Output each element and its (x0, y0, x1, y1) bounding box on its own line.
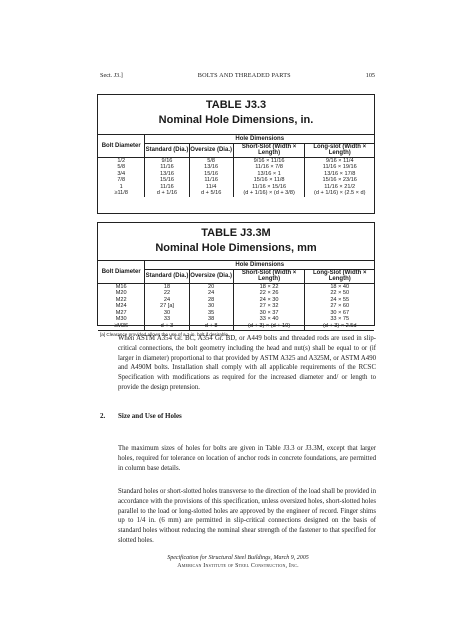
group-header: Hole Dimensions (145, 135, 374, 143)
hole-dimensions-table (98, 135, 374, 197)
table-cell: 13/16 (189, 164, 233, 171)
table-row (98, 171, 374, 178)
table-cell: 22 × 26 (233, 290, 305, 297)
section-paragraph-1: The maximum sizes of holes for bolts are given in Table J3.3 or J3.3M, except that larger holes, required for tolerance on location of anchor rods in concrete foundations, are permitted in column base details. (118, 445, 376, 472)
table-row (98, 157, 374, 164)
col-header-long-slot: Long-slot (Width × Length) (305, 143, 374, 157)
table-cell: 27 × 60 (330, 303, 350, 310)
table-row (98, 297, 374, 304)
table-cell: 11/16 (145, 184, 189, 191)
section-heading (100, 412, 376, 420)
table-title: Nominal Hole Dimensions, in. (158, 114, 314, 126)
section-title: Size and Use of Holes (118, 412, 182, 420)
table-cell: 28 (189, 297, 233, 304)
table-cell: 15/16 × 23/16 (322, 177, 357, 184)
table-cell: 11/16 (145, 164, 189, 171)
table-row (98, 177, 374, 184)
table-cell: 24 (145, 297, 189, 304)
col-header-oversize: Oversize (Dia.) (189, 269, 233, 283)
table-cell: 38 (189, 316, 233, 323)
table-row (98, 310, 374, 317)
table-cell: 11/16 × 21/2 (324, 183, 356, 190)
col-header-long-slot: Long-Slot (Width × Length) (305, 269, 374, 283)
table-cell: 24 × 55 (330, 296, 350, 303)
page-footer (100, 554, 376, 570)
table-cell: 22 (145, 290, 189, 297)
table-cell: 5/8 (189, 157, 233, 164)
table-cell: M27 (98, 310, 145, 317)
col-header-short-slot: Short-Slot (Width × Length) (233, 269, 305, 283)
table-cell: ≥11/8 (98, 190, 145, 197)
table-cell: 11/4 (189, 184, 233, 191)
section-paragraph-2: Standard holes or short-slotted holes transverse to the direction of the load shall be provided in accordance with the provisions of this specification, unless oversized holes, short-slotted holes parallel to the load or long-slotted holes are approved by the engineer of record. Finger shims up to 1/4 in. (6 mm) are permitted in slip-critical connections designed on the basis of standard holes without reducing the nominal shear strength of the fastener to that specified for slotted holes. (118, 488, 376, 544)
table-cell: 30 (189, 303, 233, 310)
table-cell: (d + 3) × (d + 10) (233, 323, 305, 330)
table-row (98, 303, 374, 310)
table-row (98, 290, 374, 297)
table-cell: 13/16 (145, 171, 189, 178)
table-cell: 13/16 × 1 (233, 171, 305, 178)
table-cell: 15/16 (145, 177, 189, 184)
table-cell: 20 (189, 283, 233, 290)
table-cell: d + 8 (189, 323, 233, 330)
table-number: TABLE J3.3M (201, 227, 271, 239)
table-cell: 18 (145, 283, 189, 290)
col-header-short-slot: Short-Slot (Width × Length) (233, 143, 305, 157)
table-row (98, 190, 374, 197)
table-cell: 24 (189, 290, 233, 297)
table-j3-3m (97, 222, 375, 337)
table-cell: 33 × 40 (233, 316, 305, 323)
table-cell: 9/16 × 11/4 (325, 157, 354, 164)
table-row (98, 164, 374, 171)
col-header-standard: Standard (Dia.) (145, 143, 189, 157)
table-cell: 15/16 (189, 171, 233, 178)
section-number: 2. (100, 412, 106, 420)
hole-dimensions-table-metric (98, 261, 374, 330)
running-head (100, 70, 375, 80)
table-cell: 5/8 (98, 164, 145, 171)
table-cell: 22 × 50 (330, 290, 350, 297)
table-cell: 11/16 (189, 177, 233, 184)
table-cell: 24 × 30 (233, 297, 305, 304)
table-cell: (d + 1/16) × (2.5 × d) (314, 190, 366, 197)
group-header: Hole Dimensions (145, 261, 374, 269)
body-paragraph: When ASTM A354 Gr. BC, A354 Gr. BD, or A449 bolts and threaded rods are used in slip-critical connections, the bolt geometry including the head and nut(s) shall be equal to or (if larger in diameter) proportional to that provided by ASTM A325 and A325M, or ASTM A490 and A490M bolts. Installation shall comply with all applicable requirements of the RCSC Specification with modifications as required for the increased diameter and/ or length to provide the design pretension. (118, 335, 376, 391)
table-cell: 7/8 (98, 177, 145, 184)
table-row (98, 184, 374, 191)
table-number: TABLE J3.3 (205, 99, 267, 111)
col-header-bolt: Bolt Diameter (98, 135, 145, 157)
page-number: 105 (365, 71, 375, 79)
table-cell: 18 × 22 (233, 283, 305, 290)
table-cell: M16 (98, 283, 145, 290)
table-row (98, 316, 374, 323)
table-cell: 33 (145, 316, 189, 323)
table-cell: 1 (98, 184, 145, 191)
table-row (98, 323, 374, 330)
running-title: BOLTS AND THREADED PARTS (197, 71, 291, 79)
table-cell: 11/16 × 15/16 (233, 184, 305, 191)
table-cell: 35 (189, 310, 233, 317)
footer-spec-line: Specification for Structural Steel Buildings, March 9, 2005 (167, 555, 309, 561)
table-cell: 18 × 40 (330, 283, 350, 290)
table-row (98, 283, 374, 290)
table-cell: 30 × 37 (233, 310, 305, 317)
table-cell: 30 × 67 (330, 309, 350, 316)
table-cell: 9/16 × 11/16 (233, 157, 305, 164)
table-cell: (d + 3) × 2.5d (322, 323, 357, 330)
col-header-standard: Standard (Dia.) (145, 269, 189, 283)
table-cell: (d + 1/16) × (d + 3/8) (233, 190, 305, 197)
table-cell: M24 (98, 303, 145, 310)
section-ref: Sect. J3.] (100, 71, 123, 79)
table-cell: d + 5/16 (189, 190, 233, 197)
table-j3-3 (97, 94, 375, 214)
table-cell: 11/16 × 7/8 (233, 164, 305, 171)
table-cell: d + 1/16 (145, 190, 189, 197)
table-cell: 27 [a] (145, 303, 189, 310)
table-footnote: [a] Clearance provided allows the use of a 1-in. bolt if desirable. (98, 330, 374, 338)
table-cell: d + 3 (145, 323, 189, 330)
table-cell: 15/16 × 11/8 (233, 177, 305, 184)
table-title: Nominal Hole Dimensions, mm (155, 242, 317, 254)
table-cell: ≥M36 (98, 323, 145, 330)
table-cell: 13/16 × 17/8 (324, 170, 356, 177)
table-cell: 3/4 (98, 171, 145, 178)
table-cell: 27 × 32 (233, 303, 305, 310)
col-header-bolt: Bolt Diameter (98, 261, 145, 283)
table-cell: 1/2 (98, 157, 145, 164)
table-cell: M22 (98, 297, 145, 304)
table-title-block (98, 95, 374, 135)
table-title-block (98, 223, 374, 261)
table-cell: 11/16 × 19/16 (322, 164, 357, 171)
table-cell: M30 (98, 316, 145, 323)
col-header-oversize: Oversize (Dia.) (189, 143, 233, 157)
table-cell: M20 (98, 290, 145, 297)
table-cell: 30 (145, 310, 189, 317)
footer-publisher-line: American Institute of Steel Construction, Inc. (177, 563, 299, 569)
table-cell: 33 × 75 (330, 316, 350, 323)
table-cell: 9/16 (145, 157, 189, 164)
